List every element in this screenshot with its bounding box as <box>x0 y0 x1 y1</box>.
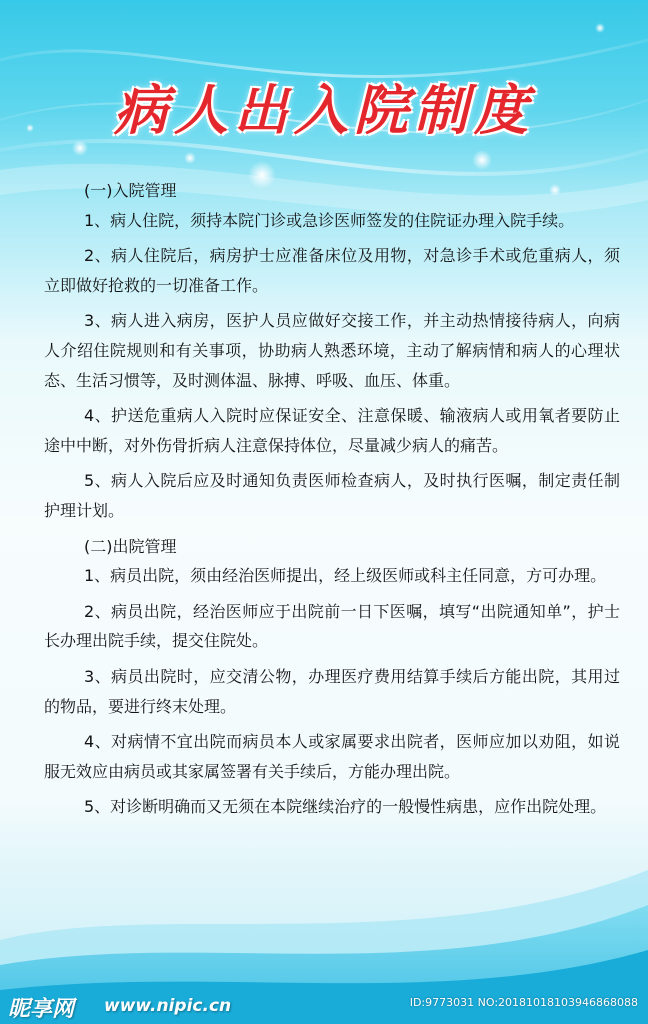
sparkle-icon <box>472 150 492 170</box>
discharge-item-5: 5、对诊断明确而又无须在本院继续治疗的一般慢性病患，应作出院处理。 <box>84 797 607 817</box>
watermark-brand: 昵享网 <box>8 997 75 1022</box>
admission-item-1: 1、病人住院，须持本院门诊或急诊医师签发的住院证办理入院手续。 <box>84 210 575 230</box>
admission-item-2: 2、病人住院后，病房护士应准备床位及用物，对急诊手术或危重病人，须立即做好抢救的一切准备工作。 <box>44 246 620 295</box>
section-heading-admission: (一)入院管理 <box>84 181 177 200</box>
section-heading-discharge: (二)出院管理 <box>84 536 177 556</box>
admission-item-5: 5、病人入院后应及时通知负责医师检查病人，及时执行医嘱，制定责任制护理计划。 <box>44 471 620 520</box>
discharge-item-1: 1、病员出院，须由经治医师提出，经上级医师或科主任同意，方可办理。 <box>84 566 607 586</box>
discharge-item-4: 4、对病情不宜出院而病员本人或家属要求出院者，医师应加以劝阻，如说服无效应由病员或其家属签署有关手续后，方能办理出院。 <box>44 732 620 781</box>
admission-item-3: 3、病人进入病房，医护人员应做好交接工作，并主动热情接待病人，向病人介绍住院规则和有关事项，协助病人熟悉环境，主动了解病情和病人的心理状态、生活习惯等，及时测体温、脉搏、呼吸、血压、体重。 <box>44 311 620 390</box>
sparkle-icon <box>595 23 605 33</box>
discharge-item-3: 3、病员出院时，应交清公物，办理医疗费用结算手续后方能出院，其用过的物品，要进行终末处理。 <box>44 666 620 716</box>
watermark-url: www.nipic.cn <box>104 996 232 1016</box>
poster-title: 病人出入院制度 <box>114 78 534 142</box>
sparkle-icon <box>184 152 196 164</box>
admission-item-4: 4、护送危重病人入院时应保证安全、注意保暖、输液病人或用氧者要防止途中中断，对外伤骨折病人注意保持体位，尽量减少病人的痛苦。 <box>44 406 620 455</box>
regulation-content <box>44 176 620 828</box>
discharge-item-2: 2、病员出院，经治医师应于出院前一日下医嘱，填写“出院通知单”，护士长办理出院手续，提交住院处。 <box>44 601 620 651</box>
image-id-label: ID:9773031 NO:20181018103946868088 <box>409 996 638 1009</box>
